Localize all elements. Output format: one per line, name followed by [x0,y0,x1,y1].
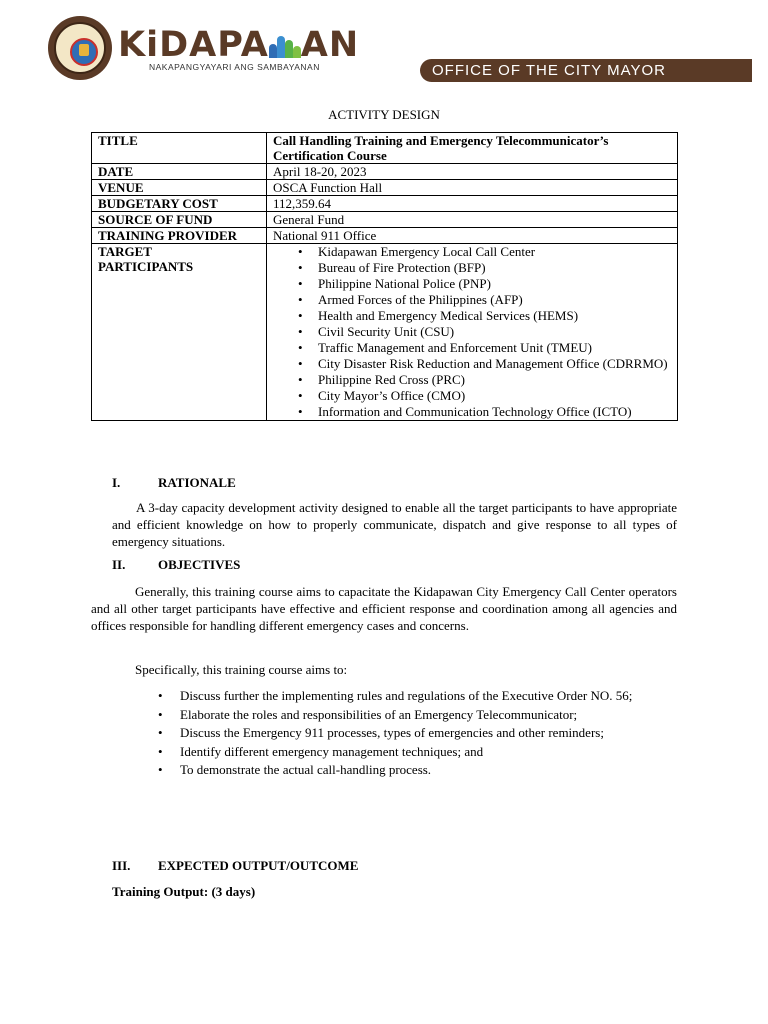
training-output-label: Training Output: (3 days) [112,884,256,899]
list-item: • Elaborate the roles and responsibilities of an Emergency Telecommunicator; [180,707,699,723]
fund-value: General Fund [267,212,678,228]
venue-value: OSCA Function Hall [267,180,678,196]
table-row [92,212,678,228]
list-item: • Discuss further the implementing rules and regulations of the Executive Order NO. 56; [180,688,699,704]
brand-wave-icon [269,32,301,58]
list-item: • Discuss the Emergency 911 processes, types of emergencies and other reminders; [180,725,699,741]
participants-list [273,244,671,420]
objectives-general: Generally, this training course aims to capacitate the Kidapawan City Emergency Call Center operators and all other target participants have effective and efficient response and coordination among all agencies and offices responsible for handling different emergency cases and concerns. [91,584,677,633]
list-item: • Health and Emergency Medical Services (HEMS) [318,308,671,324]
brand-tagline: NAKAPANGYAYARI ANG SAMBAYANAN [149,62,320,72]
rationale-heading: I. RATIONALE [112,475,236,490]
cost-value: 112,359.64 [267,196,678,212]
objectives-specific-intro: Specifically, this training course aims to: [135,662,348,677]
participants-label [92,244,267,421]
brand-right: AN [300,25,360,65]
table-row [92,180,678,196]
list-item: • Traffic Management and Enforcement Unit (TMEU) [318,340,671,356]
title-label: TITLE [92,133,267,164]
brand-logo [118,25,360,65]
date-label: DATE [92,164,267,180]
date-value: April 18-20, 2023 [267,164,678,180]
objectives-heading: II. OBJECTIVES [112,557,241,572]
rationale-text: A 3-day capacity development activity designed to enable all the target participants to have appropriate and efficient knowledge on how to properly communicate, dispatch and give response to all types of emergency situations. [112,500,677,549]
objectives-list [158,688,699,781]
list-item: • Philippine National Police (PNP) [318,276,671,292]
participants-label-line1: TARGET [98,244,152,259]
fund-label: SOURCE OF FUND [92,212,267,228]
table-row [92,133,678,164]
venue-label: VENUE [92,180,267,196]
list-item: • Armed Forces of the Philippines (AFP) [318,292,671,308]
title-value: Call Handling Training and Emergency Telecommunicator’s Certification Course [267,133,678,164]
city-seal-icon [48,16,112,80]
table-row [92,164,678,180]
list-item: • Bureau of Fire Protection (BFP) [318,260,671,276]
activity-info-table [91,132,678,421]
list-item: • Identify different emergency management techniques; and [180,744,699,760]
list-item: • Information and Communication Technology Office (ICTO) [318,404,671,420]
office-banner: OFFICE OF THE CITY MAYOR [420,59,752,82]
participants-value [267,244,678,421]
table-row [92,196,678,212]
provider-value: National 911 Office [267,228,678,244]
list-item: • City Disaster Risk Reduction and Management Office (CDRRMO) [318,356,671,372]
list-item: • To demonstrate the actual call-handling process. [180,762,699,778]
list-item: • City Mayor’s Office (CMO) [318,388,671,404]
table-row [92,228,678,244]
document-title: ACTIVITY DESIGN [328,107,440,122]
brand-left: KiDAPA [118,25,269,65]
provider-label: TRAINING PROVIDER [92,228,267,244]
list-item: • Philippine Red Cross (PRC) [318,372,671,388]
cost-label: BUDGETARY COST [92,196,267,212]
participants-label-line2: PARTICIPANTS [98,259,194,274]
list-item: • Kidapawan Emergency Local Call Center [318,244,671,260]
expected-heading: III. EXPECTED OUTPUT/OUTCOME [112,858,359,873]
table-row [92,244,678,421]
list-item: • Civil Security Unit (CSU) [318,324,671,340]
